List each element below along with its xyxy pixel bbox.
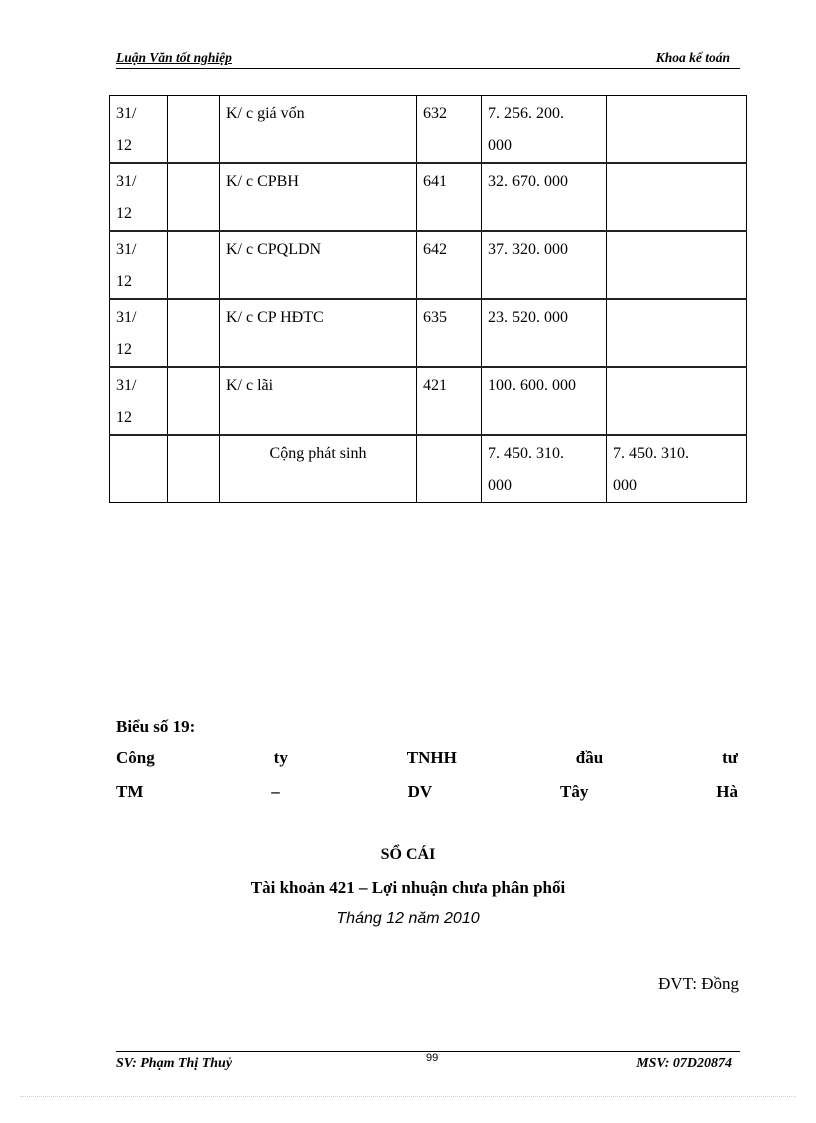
date-cell-text: 12 — [116, 205, 132, 222]
period-text: Tháng 12 năm 2010 — [336, 910, 480, 927]
total-debit-cell — [482, 435, 607, 503]
account-cell — [417, 231, 482, 299]
table-row — [110, 367, 747, 435]
account-cell-text: 635 — [423, 309, 447, 326]
account-cell-text: 642 — [423, 241, 447, 258]
page-header — [116, 50, 740, 69]
date-cell-text: 12 — [116, 273, 132, 290]
table-row — [110, 96, 747, 164]
voucher-cell — [168, 163, 220, 231]
company-word: – — [271, 782, 280, 801]
date-cell-text: 31/ — [116, 173, 137, 190]
date-cell — [110, 367, 168, 435]
voucher-cell — [168, 299, 220, 367]
credit-cell — [607, 299, 747, 367]
total-credit-cell — [607, 435, 747, 503]
ledger-title: SỔ CÁI — [380, 846, 436, 863]
description-cell — [220, 367, 417, 435]
ledger-subtitle: Tài khoản 421 – Lợi nhuận chưa phân phối — [250, 878, 566, 897]
credit-cell — [607, 367, 747, 435]
company-word: Tây — [560, 782, 589, 801]
description-cell — [220, 163, 417, 231]
footer-student: SV: Phạm Thị Thuỷ — [116, 1056, 233, 1071]
account-cell — [417, 435, 482, 503]
account-cell — [417, 96, 482, 164]
total-label-cell — [220, 435, 417, 503]
date-cell — [110, 231, 168, 299]
account-cell — [417, 367, 482, 435]
credit-cell — [607, 96, 747, 164]
debit-cell-text: 7. 256. 200. — [488, 105, 564, 122]
date-cell — [110, 163, 168, 231]
company-line-1 — [116, 748, 738, 768]
date-cell-text: 31/ — [116, 105, 137, 122]
company-word: ty — [273, 748, 288, 767]
debit-cell-text: 32. 670. 000 — [488, 173, 568, 190]
company-word: Hà — [716, 782, 738, 801]
description-cell-text: K/ c CP HĐTC — [226, 309, 324, 326]
total-row — [110, 435, 747, 503]
company-word: Công — [116, 748, 155, 767]
table-row — [110, 163, 747, 231]
description-cell-text: K/ c giá vốn — [226, 105, 305, 122]
debit-cell — [482, 96, 607, 164]
debit-cell — [482, 299, 607, 367]
total-debit-cell-text: 7. 450. 310. — [488, 445, 564, 462]
date-cell — [110, 96, 168, 164]
unit-text: ĐVT: Đồng — [658, 974, 739, 993]
date-cell-text: 31/ — [116, 377, 137, 394]
description-cell-text: K/ c CPQLDN — [226, 241, 322, 258]
date-cell-text: 31/ — [116, 241, 137, 258]
total-credit-cell-text: 000 — [613, 477, 637, 494]
company-line-2 — [116, 782, 738, 802]
date-cell-text: 12 — [116, 137, 132, 154]
account-cell-text: 641 — [423, 173, 447, 190]
account-cell-text: 632 — [423, 105, 447, 122]
debit-cell-text: 000 — [488, 137, 512, 154]
company-word: đầu — [575, 748, 604, 767]
description-cell — [220, 299, 417, 367]
table-row — [110, 299, 747, 367]
account-cell-text: 421 — [423, 377, 447, 394]
voucher-cell — [168, 435, 220, 503]
total-debit-cell-text: 000 — [488, 477, 512, 494]
total-label-cell-text: Cộng phát sinh — [269, 445, 367, 462]
date-cell — [110, 435, 168, 503]
date-cell-text: 12 — [116, 341, 132, 358]
ledger-table — [109, 95, 747, 503]
company-word: DV — [407, 782, 433, 801]
debit-cell — [482, 367, 607, 435]
debit-cell-text: 100. 600. 000 — [488, 377, 576, 394]
company-word: TM — [116, 782, 144, 801]
total-credit-cell-text: 7. 450. 310. — [613, 445, 689, 462]
footer-student-id: MSV: 07D20874 — [636, 1056, 732, 1071]
debit-cell — [482, 163, 607, 231]
page-bottom-divider — [20, 1096, 796, 1097]
debit-cell-text: 37. 320. 000 — [488, 241, 568, 258]
account-cell — [417, 299, 482, 367]
description-cell-text: K/ c lãi — [226, 377, 274, 394]
account-cell — [417, 163, 482, 231]
description-cell-text: K/ c CPBH — [226, 173, 299, 190]
page-number: 99 — [426, 1052, 439, 1064]
credit-cell — [607, 163, 747, 231]
description-cell — [220, 231, 417, 299]
debit-cell — [482, 231, 607, 299]
table-row — [110, 231, 747, 299]
voucher-cell — [168, 96, 220, 164]
header-left-text: Luận Văn tốt nghiệp — [116, 50, 232, 65]
bieu-label: Biểu số 19: — [116, 717, 196, 736]
voucher-cell — [168, 231, 220, 299]
credit-cell — [607, 231, 747, 299]
date-cell-text: 31/ — [116, 309, 137, 326]
company-word: tư — [722, 748, 738, 767]
header-right-text: Khoa kế toán — [655, 50, 730, 65]
voucher-cell — [168, 367, 220, 435]
date-cell-text: 12 — [116, 409, 132, 426]
description-cell — [220, 96, 417, 164]
company-word: TNHH — [406, 748, 457, 767]
date-cell — [110, 299, 168, 367]
debit-cell-text: 23. 520. 000 — [488, 309, 568, 326]
